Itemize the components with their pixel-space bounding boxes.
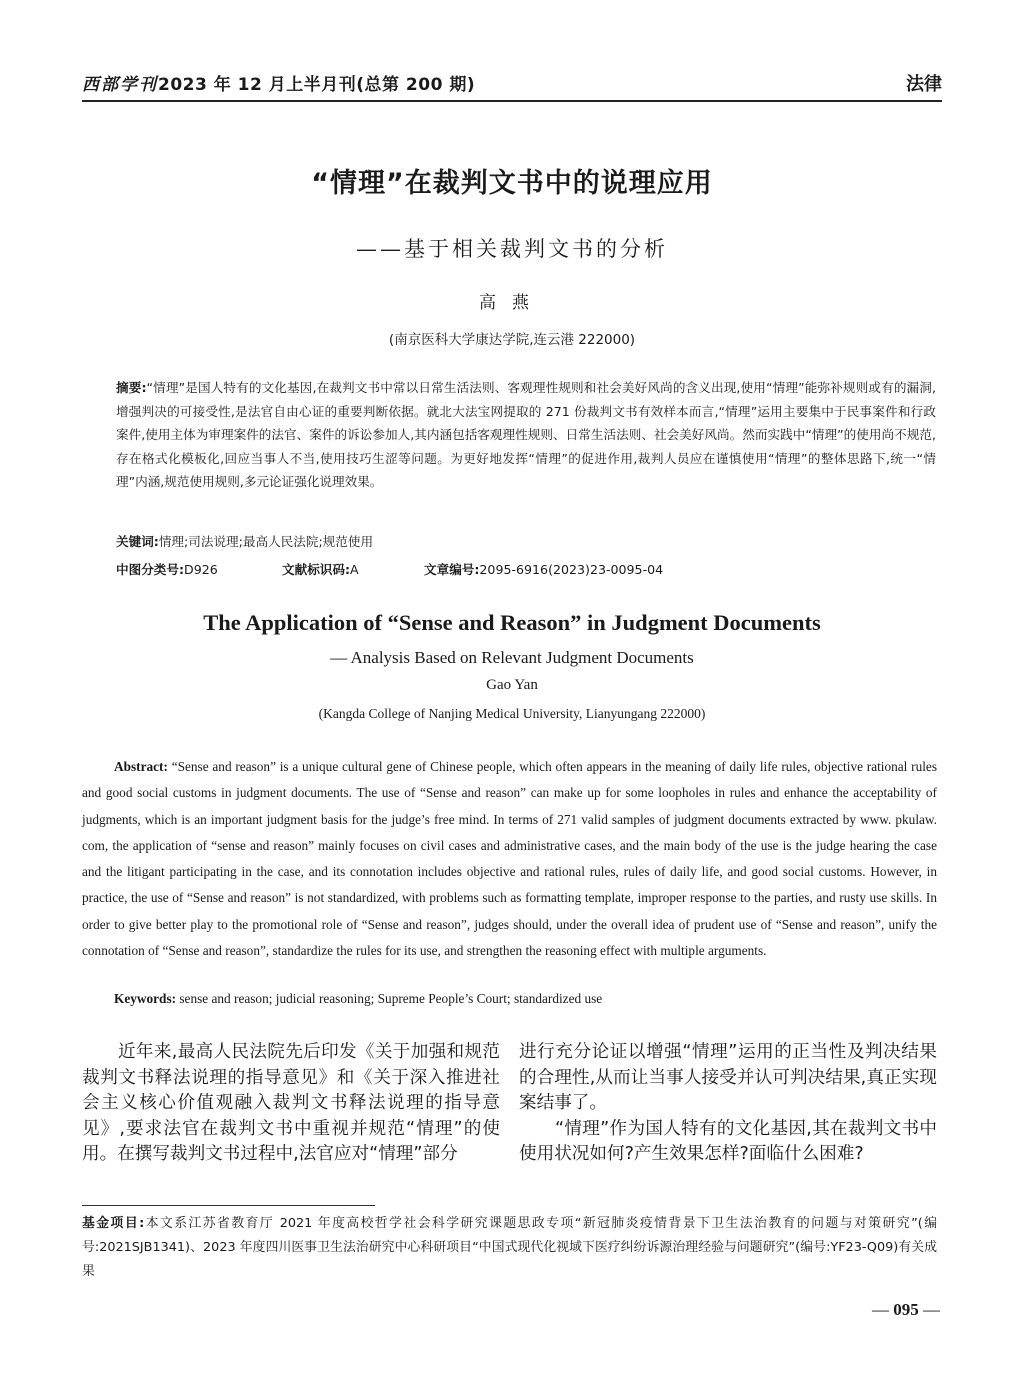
body-column-left (82, 1040, 500, 1168)
keywords-label-cn: 关键词: (116, 534, 159, 549)
article-title-cn: “情理”在裁判文书中的说理应用 (311, 168, 713, 199)
journal-issue: 2023 年 12 月上半月刊(总第 200 期) (158, 75, 476, 95)
clc-number (116, 558, 282, 582)
abstract-text-en: “Sense and reason” is a unique cultural gene of Chinese people, which often appears in the meaning of daily life rules, objective rational rules and good social customs in judgment documents. The use of “Sense and reason” can make up for some loopholes in rules and enhance the acceptability of judgments, which is an important judgment basis for the judge’s free mind. In terms of 271 valid samples of judgment documents extracted by www. pkulaw. com, the application of “sense and reason” mainly focuses on civil cases and administrative cases, and the main body of the use is the judge hearing the case and the litigant participating in the case, and its connotation includes objective and rational rules, rules of daily life, and good social customs. However, in practice, the use of “Sense and reason” is not standardized, with problems such as formatting template, improper response to the parties, and rusty use skills. In order to give better play to the promotional role of “Sense and reason”, judges should, under the overall idea of prudent use of “Sense and reason”, unify the connotation of “Sense and reason”, standardize the rules for its use, and strengthen the reasoning effect with multiple arguments. (82, 759, 937, 959)
article-title-en: The Application of “Sense and Reason” in Judgment Documents (203, 610, 821, 635)
keywords-text-en: sense and reason; judicial reasoning; Supreme People’s Court; standardized use (179, 991, 603, 1006)
abstract-cn (116, 376, 936, 494)
keywords-text-cn: 情理;司法说理;最高人民法院;规范使用 (158, 534, 374, 549)
article-subtitle-cn: ——基于相关裁判文书的分析 (356, 237, 668, 261)
keywords-cn (116, 530, 936, 554)
clc-value: D926 (184, 562, 218, 577)
journal-issue-line (82, 70, 475, 95)
funding-text: 本文系江苏省教育厅 2021 年度高校哲学社会科学研究课题思政专项“新冠肺炎疫情背景下卫生法治教育的问题与对策研究”(编号:2021SJB1341)、2023 年度四川医事卫生法治研究中心科研项目“中国式现代化视域下医疗纠纷诉源治理经验与问题研究”(编号:YF23-Q09)有关成果 (82, 1216, 937, 1279)
section-label: 法律 (906, 74, 942, 95)
body-paragraph: 近年来,最高人民法院先后印发《关于加强和规范裁判文书释法说理的指导意见》和《关于深入推进社会主义核心价值观融入裁判文书释法说理的指导意见》,要求法官在裁判文书中重视并规范“情理”的使用。在撰写裁判文书过程中,法官应对“情理”部分 (82, 1042, 500, 1164)
keywords-label-en: Keywords: (114, 991, 177, 1006)
document-code (282, 558, 424, 582)
classification-line (116, 558, 936, 582)
abstract-en (82, 754, 937, 964)
clc-label: 中图分类号: (116, 562, 185, 577)
abstract-label-en: Abstract: (114, 759, 168, 774)
author-name-cn: 高燕 (479, 293, 545, 313)
keywords-en (82, 986, 937, 1012)
page-number-value: 095 (893, 1300, 919, 1319)
abstract-text-cn: “情理”是国人特有的文化基因,在裁判文书中常以日常生活法则、客观理性规则和社会美好风尚的含义出现,使用“情理”能弥补规则或有的漏洞,增强判决的可接受性,是法官自由心证的重要判断依据。就北大法宝网提取的 271 份裁判文书有效样本而言,“情理”运用主要集中于民事案件和行政案件,使用主体为审理案件的法官、案件的诉讼参加人,其内涵包括客观理性规则、日常生活法则、社会美好风尚。然而实践中“情理”的使用尚不规范,存在格式化模板化,回应当事人不当,使用技巧生涩等问题。为更好地发挥“情理”的促进作用,裁判人员应在谨慎使用“情理”的整体思路下,统一“情理”内涵,规范使用规则,多元论证强化说理效果。 (116, 380, 936, 490)
body-paragraph: 进行充分论证以增强“情理”运用的正当性及判决结果的合理性,从而让当事人接受并认可判决结果,真正实现案结事了。 (519, 1042, 937, 1113)
funding-label: 基金项目: (82, 1216, 145, 1231)
funding-footnote (82, 1212, 937, 1284)
body-paragraph: “情理”作为国人特有的文化基因,其在裁判文书中使用状况如何?产生效果怎样?面临什么困难? (519, 1118, 937, 1164)
body-column-right (519, 1040, 937, 1168)
article-number (424, 558, 663, 582)
abstract-label-cn: 摘要: (116, 380, 147, 395)
header-divider (82, 100, 942, 102)
document-code-value: A (350, 562, 359, 577)
article-number-value: 2095-6916(2023)23-0095-04 (479, 562, 664, 577)
running-header (82, 70, 942, 100)
author-name-en: Gao Yan (486, 677, 538, 693)
page-number: — 095 — (872, 1300, 940, 1319)
article-number-label: 文章编号: (424, 562, 480, 577)
affiliation-en: (Kangda College of Nanjing Medical University, Lianyungang 222000) (318, 706, 706, 721)
document-code-label: 文献标识码: (282, 562, 351, 577)
journal-logo: 西部学刊 (82, 75, 158, 95)
article-subtitle-en: — Analysis Based on Relevant Judgment Documents (330, 648, 694, 667)
footnote-divider (82, 1205, 375, 1206)
affiliation-cn: (南京医科大学康达学院,连云港 222000) (388, 332, 636, 348)
